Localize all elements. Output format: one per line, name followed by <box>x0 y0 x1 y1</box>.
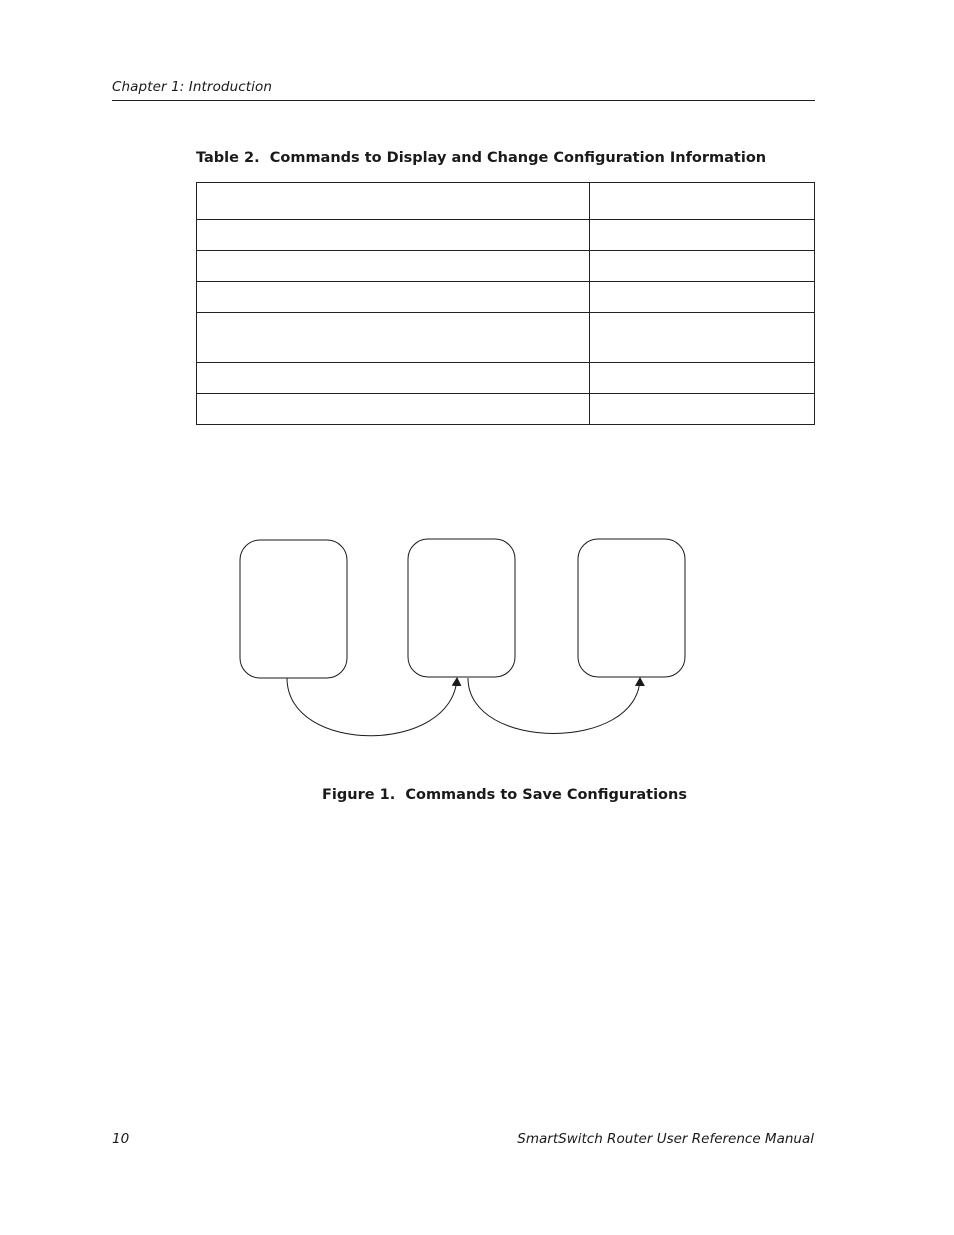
table-cell-description <box>590 282 815 313</box>
table-cell-description <box>590 220 815 251</box>
table-caption: Table 2. Commands to Display and Change Configuration Information <box>196 150 767 166</box>
table-cell-command <box>197 282 590 313</box>
table-cell-description <box>590 251 815 282</box>
config-box-3 <box>578 539 685 677</box>
arrow-box2-to-box3 <box>468 678 640 734</box>
config-box-1 <box>240 540 347 678</box>
table-cell-command <box>197 183 590 220</box>
table-row <box>197 363 815 394</box>
table-cell-command <box>197 363 590 394</box>
config-table <box>196 182 815 425</box>
figure-caption: Figure 1. Commands to Save Configurations <box>322 787 687 803</box>
table-cell-command <box>197 313 590 363</box>
manual-title: SmartSwitch Router User Reference Manual <box>517 1131 814 1147</box>
table-row <box>197 251 815 282</box>
table-cell-command <box>197 394 590 425</box>
table-cell-description <box>590 313 815 363</box>
table-cell-command <box>197 220 590 251</box>
table-row <box>197 394 815 425</box>
table-cell-description <box>590 363 815 394</box>
table-row <box>197 183 815 220</box>
table-cell-description <box>590 394 815 425</box>
table-row <box>197 220 815 251</box>
header-rule <box>112 100 815 101</box>
page-number: 10 <box>112 1131 130 1147</box>
save-configurations-diagram <box>230 530 700 745</box>
arrow-box1-to-box2 <box>287 678 457 736</box>
table-cell-command <box>197 251 590 282</box>
table-cell-description <box>590 183 815 220</box>
table-row <box>197 282 815 313</box>
table-row <box>197 313 815 363</box>
running-header: Chapter 1: Introduction <box>112 79 273 95</box>
config-box-2 <box>408 539 515 677</box>
